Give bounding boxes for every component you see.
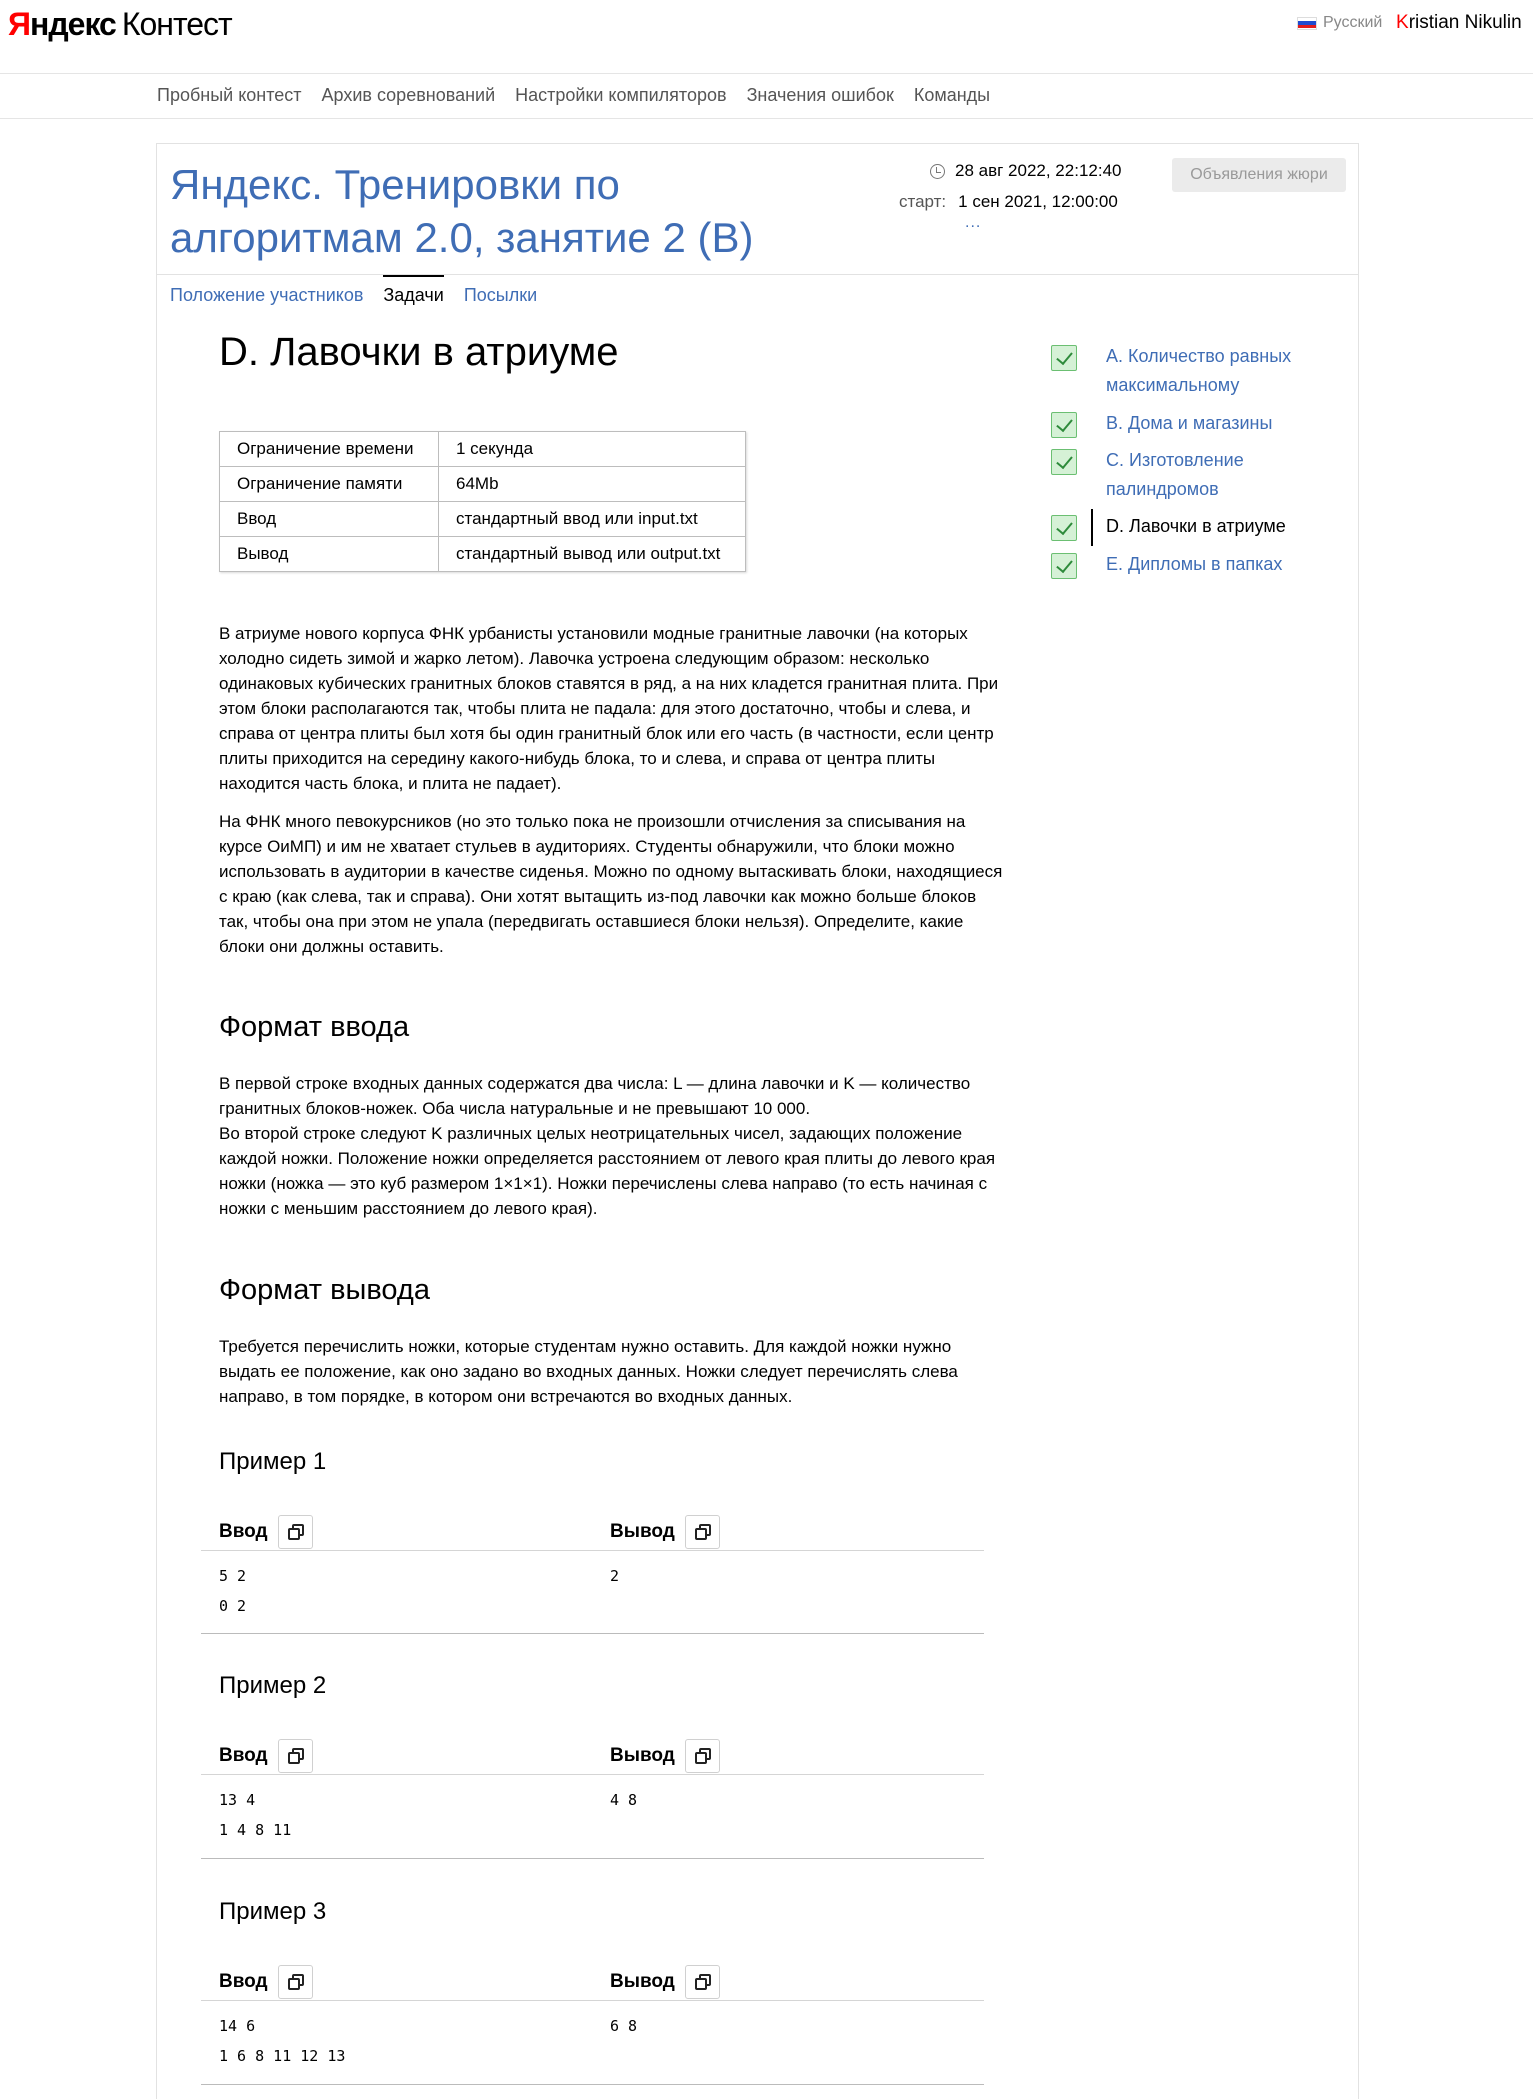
limit-key: Ограничение памяти (220, 467, 439, 502)
problem-link[interactable]: B. Дома и магазины (1106, 413, 1273, 433)
logo-letter: Я (8, 6, 30, 42)
statement-paragraph: На ФНК много певокурсников (но это только пока не произошли отчисления за списывания на курсе ОиМП) и им не хватает стульев в аудиториях. Студенты обнаружили, что блоки можно использовать в аудитории в качестве сиденья. Можно по одному вытаскивать блоки, находящиеся с краю (как слева, так и справа). Они хотят вытащить из-под лавочки как можно больше блоков так, чтобы она при этом не упала (передвигать оставшиеся блоки нельзя). Определите, какие блоки они должны оставить. (219, 812, 1003, 956)
example-input-label (219, 1739, 313, 1773)
language-label: Русский (1323, 14, 1383, 31)
limit-value: стандартный ввод или input.txt (439, 502, 746, 537)
tab-standings[interactable]: Положение участников (170, 285, 364, 305)
statement-paragraph: В атриуме нового корпуса ФНК урбанисты установили модные гранитные лавочки (на которых холодно сидеть зимой и жарко летом). Лавочка устроена следующим образом: несколько одинаковых кубических гранитных блоков ставятся в ряд, а на них кладется гранитная плита. При этом блоки располагаются так, чтобы плита не падала: для этого достаточно, чтобы и слева, и справа от центра плиты был хотя бы один гранитный блок или его часть (в частности, если центр плиты приходится на середину какого-нибудь блока, то и слева, и справа от центра плиты находится часть блока, и плита не падает). (219, 624, 999, 793)
nav-error-codes[interactable]: Значения ошибок (746, 85, 894, 105)
output-label: Вывод (610, 1971, 675, 1992)
language-switcher[interactable] (1297, 14, 1382, 32)
nav-trial-contest[interactable]: Пробный контест (157, 85, 302, 105)
copy-icon[interactable] (278, 1515, 313, 1549)
checkmark-icon (1051, 412, 1077, 438)
table-row (220, 467, 746, 502)
example-title: Пример 3 (219, 1898, 327, 1925)
copy-icon[interactable] (685, 1739, 720, 1773)
table-row (220, 502, 746, 537)
clock-icon (930, 164, 945, 179)
active-indicator (1091, 509, 1093, 546)
contest-title[interactable]: Яндекс. Тренировки по алгоритмам 2.0, занятие 2 (B) (170, 161, 754, 261)
tab-problems[interactable]: Задачи (383, 275, 443, 321)
copy-icon[interactable] (278, 1739, 313, 1773)
example-title: Пример 2 (219, 1672, 327, 1699)
example-header (201, 1505, 984, 1551)
more-link[interactable]: ... (965, 214, 982, 231)
example-output-label (610, 1739, 720, 1773)
nav-archive[interactable]: Архив соревнований (321, 85, 496, 105)
limit-key: Ограничение времени (220, 432, 439, 467)
yandex-contest-logo[interactable] (8, 6, 232, 43)
limit-key: Ввод (220, 502, 439, 537)
example-output: 4 8 (610, 1791, 638, 1809)
nav-teams[interactable]: Команды (913, 85, 991, 105)
example-body (201, 1551, 984, 1634)
checkmark-icon (1051, 553, 1077, 579)
user-name[interactable] (1396, 12, 1522, 34)
main-nav (0, 75, 1533, 119)
top-header (0, 0, 1533, 74)
contest-tabs (170, 275, 537, 321)
example-input: 5 2 0 2 (219, 1567, 247, 1615)
checkmark-icon (1051, 449, 1077, 475)
example-output: 2 (610, 1567, 620, 1585)
tab-submissions[interactable]: Посылки (463, 285, 538, 305)
checkmark-icon (1051, 345, 1077, 371)
table-row (220, 432, 746, 467)
problem-link[interactable]: C. Изготовление палиндромов (1106, 450, 1244, 499)
input-label: Ввод (219, 1971, 268, 1992)
example-input-label (219, 1515, 313, 1549)
example-output-label (610, 1515, 720, 1549)
current-time (930, 161, 1121, 181)
problem-link[interactable]: E. Дипломы в папках (1106, 554, 1283, 574)
problem-title: D. Лавочки в атриуме (219, 330, 619, 374)
limit-key: Вывод (220, 537, 439, 572)
example-output: 6 8 (610, 2017, 638, 2035)
example-header (201, 1955, 984, 2001)
checkmark-icon (1051, 515, 1077, 541)
current-time-value: 28 авг 2022, 22:12:40 (955, 161, 1122, 180)
input-format-paragraph: Во второй строке следуют K различных целых неотрицательных чисел, задающих положение каждой ножки. Положение ножки определяется расстоянием от левого края плиты до левого края ножки (ножка — это куб размером 1×1×1). Ножки перечислены слева направо (то есть начиная с ножки с меньшим расстоянием до левого края). (219, 1124, 996, 1218)
output-label: Вывод (610, 1745, 675, 1766)
jury-announcements-button[interactable]: Объявления жюри (1172, 158, 1346, 192)
russia-flag-icon (1297, 17, 1317, 30)
example-body (201, 2001, 984, 2085)
example-output-label (610, 1965, 720, 1999)
limit-value: 1 секунда (439, 432, 746, 467)
output-format-heading: Формат вывода (219, 1274, 430, 1306)
input-format-heading: Формат ввода (219, 1011, 410, 1043)
start-time (899, 192, 1118, 212)
output-label: Вывод (610, 1521, 675, 1542)
example-header (201, 1729, 984, 1775)
logo-kontest: Контест (121, 6, 232, 42)
table-row (220, 537, 746, 572)
example-input-label (219, 1965, 313, 1999)
example-title: Пример 1 (219, 1448, 327, 1475)
input-format-paragraph: В первой строке входных данных содержатся два числа: L — длина лавочки и K — количество гранитных блоков-ножек. Оба числа натуральные и не превышают 10 000. (219, 1074, 971, 1118)
logo-yandex: ндекс (30, 6, 116, 42)
example-body (201, 1775, 984, 1859)
copy-icon[interactable] (685, 1965, 720, 1999)
example-input: 14 6 1 6 8 11 12 13 (219, 2017, 346, 2065)
problem-link[interactable]: A. Количество равных максимальному (1106, 346, 1292, 395)
limit-value: стандартный вывод или output.txt (439, 537, 746, 572)
user-name-rest: ristian Nikulin (1408, 12, 1522, 33)
copy-icon[interactable] (278, 1965, 313, 1999)
input-label: Ввод (219, 1521, 268, 1542)
nav-compiler-settings[interactable]: Настройки компиляторов (515, 85, 727, 105)
limit-value: 64Mb (439, 467, 746, 502)
start-time-value: 1 сен 2021, 12:00:00 (958, 192, 1118, 211)
copy-icon[interactable] (685, 1515, 720, 1549)
input-label: Ввод (219, 1745, 268, 1766)
problem-link-active[interactable]: D. Лавочки в атриуме (1106, 516, 1286, 536)
limits-table (219, 431, 746, 572)
example-input: 13 4 1 4 8 11 (219, 1791, 292, 1839)
output-format-paragraph: Требуется перечислить ножки, которые студентам нужно оставить. Для каждой ножки нужно выдать ее положение, как оно задано во входных данных. Ножки следует перечислять слева направо, в том порядке, в котором они встречаются во входных данных. (219, 1337, 958, 1406)
contest-header (157, 144, 1358, 275)
user-first-letter: K (1396, 12, 1409, 33)
start-label: старт: (899, 192, 947, 211)
